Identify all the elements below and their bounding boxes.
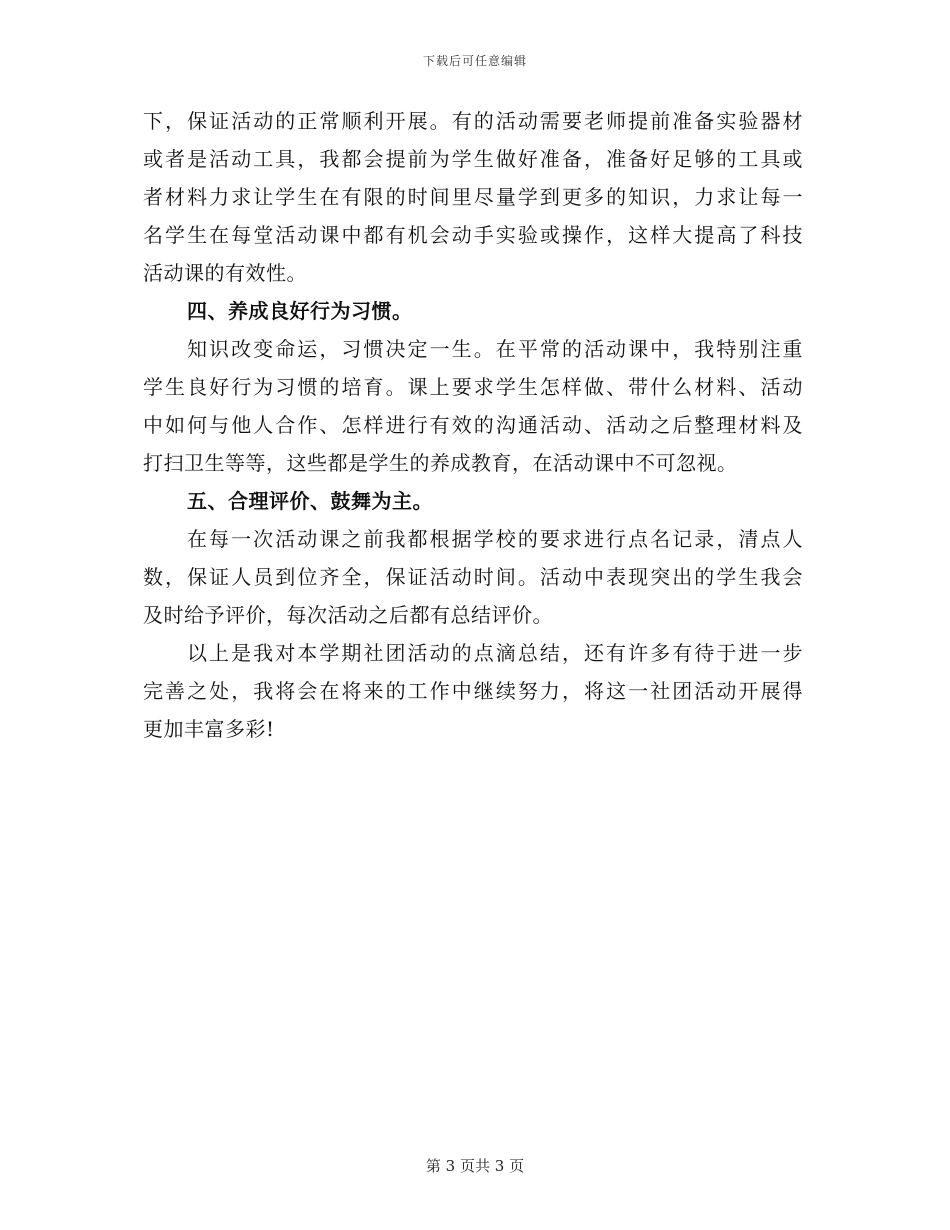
section-heading-5: 五、合理评价、鼓舞为主。 [187,489,433,513]
text-line: 者材料力求让学生在有限的时间里尽量学到更多的知识，力求让每一 [143,185,803,209]
text-line: 更加丰富多彩! [143,717,275,741]
text-line: 以上是我对本学期社团活动的点滴总结，还有许多有待于进一步 [187,641,803,665]
text-line: 及时给予评价，每次活动之后都有总结评价。 [143,603,553,627]
text-line: 下，保证活动的正常顺利开展。有的活动需要老师提前准备实验器材 [143,109,803,133]
text-line: 完善之处，我将会在将来的工作中继续努力，将这一社团活动开展得 [143,679,803,703]
paragraph-evaluation [143,520,803,634]
page-number: 第 3 页共 3 页 [425,1157,525,1175]
text-line: 数，保证人员到位齐全，保证活动时间。活动中表现突出的学生我会 [143,565,803,589]
text-line: 在每一次活动课之前我都根据学校的要求进行点名记录，清点人 [187,527,803,551]
text-line: 活动课的有效性。 [143,261,307,285]
page-header: 下载后可任意编辑 [422,54,527,68]
text-line: 学生良好行为习惯的培育。课上要求学生怎样做、带什么材料、活动 [143,375,803,399]
paragraph-summary [143,634,803,748]
text-line: 知识改变命运，习惯决定一生。在平常的活动课中，我特别注重 [187,337,803,361]
section-heading-4: 四、养成良好行为习惯。 [187,299,413,323]
paragraph-habits [143,330,803,482]
text-line: 或者是活动工具，我都会提前为学生做好准备，准备好足够的工具或 [143,147,803,171]
text-line: 打扫卫生等等，这些都是学生的养成教育，在活动课中不可忽视。 [143,451,738,475]
text-line: 中如何与他人合作、怎样进行有效的沟通活动、活动之后整理材料及 [143,413,803,437]
paragraph-activity-prep [143,102,803,292]
text-line: 名学生在每堂活动课中都有机会动手实验或操作，这样大提高了科技 [143,223,803,247]
document-body [143,102,803,748]
